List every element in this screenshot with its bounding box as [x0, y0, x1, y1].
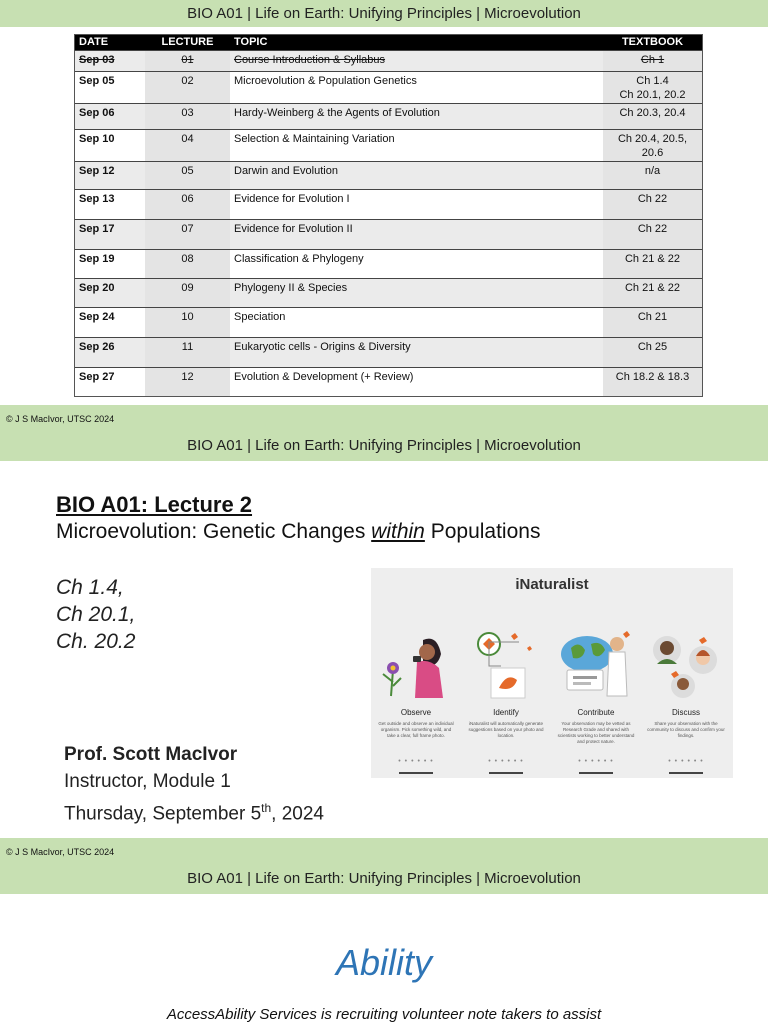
- table-row: [75, 219, 702, 249]
- cell-lecture: 07: [145, 220, 230, 249]
- carousel-dots: • • • • • •: [398, 758, 434, 765]
- table-row: [75, 249, 702, 278]
- instructor-role: Instructor, Module 1: [64, 771, 231, 792]
- cell-lecture: 02: [145, 72, 230, 103]
- cell-topic: Evidence for Evolution I: [234, 193, 350, 205]
- carousel-dots: • • • • • •: [578, 758, 614, 765]
- cell-topic: Speciation: [234, 311, 286, 323]
- cell-date: Sep 20: [75, 279, 145, 307]
- cell-topic: Course Introduction & Syllabus: [230, 51, 603, 71]
- cell-lecture: 03: [145, 104, 230, 129]
- cell-textbook: Ch 25: [603, 338, 702, 367]
- chapter-ref: Ch. 20.2: [56, 630, 136, 653]
- cell-date: Sep 12: [75, 162, 145, 189]
- cell-topic: Eukaryotic cells - Origins & Diversity: [230, 338, 603, 367]
- cell-lecture: 11: [145, 338, 230, 367]
- cell-date: Sep 05: [79, 75, 115, 87]
- subtitle-emphasis: within: [371, 520, 425, 543]
- cell-date: Sep 13: [79, 193, 115, 205]
- ability-text: AccessAbility Services is recruiting volunteer note takers to assist: [166, 1006, 602, 1023]
- cell-textbook: Ch 21 & 22: [603, 250, 702, 278]
- inaturalist-logo: iNaturalist: [515, 576, 589, 593]
- identify-illustration-icon: [461, 630, 551, 700]
- cell-lecture: 09: [145, 279, 230, 307]
- date-part: , 2024: [271, 803, 324, 825]
- cell-topic: Hardy-Weinberg & the Agents of Evolution: [230, 104, 603, 129]
- cell-topic: Evidence for Evolution II: [230, 220, 603, 249]
- cell-date: Sep 27: [79, 371, 115, 383]
- table-row: [75, 50, 702, 71]
- table-header: [75, 35, 702, 50]
- inaturalist-graphic: [371, 568, 733, 778]
- observe-illustration-icon: [371, 630, 461, 700]
- chapter-ref: Ch 20.1,: [56, 603, 136, 626]
- cell-date: Sep 19: [79, 253, 115, 265]
- step-underline: [579, 772, 613, 774]
- header-topic: TOPIC: [234, 36, 268, 48]
- cell-textbook: Ch 22: [603, 220, 702, 249]
- carousel-dots: • • • • • •: [668, 758, 704, 765]
- chapter-list: [56, 574, 135, 655]
- inat-step-contribute: [551, 568, 641, 778]
- table-row: [75, 337, 702, 367]
- slide-footer-band-1: [0, 405, 768, 461]
- cell-date: Sep 10: [79, 133, 115, 145]
- cell-lecture: 05: [145, 162, 230, 189]
- cell-date: Sep 24: [79, 311, 115, 323]
- slide-header-band-1: [0, 0, 768, 27]
- step-description: iNaturalist will automatically generate suggestions based on your photo and location.: [468, 721, 544, 738]
- slide-header-title: BIO A01 | Life on Earth: Unifying Principles | Microevolution: [187, 870, 581, 887]
- cell-textbook: Ch 20.3, 20.4: [603, 104, 702, 129]
- cell-textbook: n/a: [603, 162, 702, 189]
- table-row: [75, 71, 702, 103]
- chapter-ref: Ch 1.4,: [56, 576, 124, 599]
- discuss-illustration-icon: [641, 630, 731, 700]
- lecture-subtitle: [56, 520, 540, 544]
- cell-lecture: 01: [145, 51, 230, 71]
- step-label: Identify: [493, 708, 519, 717]
- step-description: Share your observation with the community to discuss and confirm your findings.: [647, 721, 725, 738]
- slide-header-title: BIO A01 | Life on Earth: Unifying Principles | Microevolution: [187, 437, 581, 454]
- step-label: Observe: [400, 708, 432, 717]
- cell-date: Sep 26: [75, 338, 145, 367]
- instructor-block: [64, 741, 324, 827]
- cell-date: Sep 06: [75, 104, 145, 129]
- lecture-title: BIO A01: Lecture 2: [56, 492, 253, 517]
- cell-lecture: 04: [145, 130, 230, 161]
- cell-topic: Darwin and Evolution: [230, 162, 603, 189]
- cell-lecture: 12: [145, 368, 230, 396]
- date-part: Thursday, September 5: [64, 803, 262, 825]
- carousel-dots: • • • • • •: [488, 758, 524, 765]
- table-row: [75, 103, 702, 129]
- table-row: [75, 189, 702, 219]
- cell-topic: Selection & Maintaining Variation: [234, 133, 395, 145]
- step-description: Your observation may be vetted as Research Grade and shared with scientists working to better understand and protect nature.: [557, 721, 635, 744]
- cell-date: Sep 03: [75, 51, 145, 71]
- cell-lecture: 06: [145, 190, 230, 219]
- contribute-illustration-icon: [551, 630, 641, 700]
- header-lecture: LECTURE: [161, 36, 214, 48]
- header-textbook: TEXTBOOK: [621, 36, 684, 48]
- cell-lecture: 10: [145, 308, 230, 337]
- inat-step-identify: [461, 568, 551, 778]
- cell-textbook: Ch 20.4, 20.5, 20.6: [603, 130, 702, 161]
- header-date: DATE: [79, 36, 109, 48]
- subtitle-part: Populations: [424, 520, 541, 543]
- cell-textbook: Ch 1.4 Ch 20.1, 20.2: [603, 72, 702, 103]
- step-underline: [489, 772, 523, 774]
- cell-topic: Evolution & Development (+ Review): [234, 371, 414, 383]
- instructor-name: Prof. Scott MacIvor: [64, 744, 238, 765]
- table-row: [75, 161, 702, 189]
- copyright-text: © J S MacIvor, UTSC 2024: [6, 847, 115, 857]
- step-underline: [399, 772, 433, 774]
- table-row: [75, 129, 702, 161]
- schedule-table: [74, 34, 703, 397]
- table-row: [75, 367, 702, 396]
- lecture-date: [64, 795, 324, 827]
- step-underline: [669, 772, 703, 774]
- cell-textbook: Ch 22: [603, 190, 702, 219]
- step-description: Get outside and observe an individual organism. Pick something wild, and take a clear, full frame photo.: [378, 721, 454, 738]
- inat-step-observe: [371, 568, 461, 778]
- ability-title: Ability: [335, 942, 433, 983]
- cell-topic: Phylogeny II & Species: [230, 279, 603, 307]
- table-row: [75, 278, 702, 307]
- table-row: [75, 307, 702, 337]
- cell-lecture: 08: [145, 250, 230, 278]
- cell-textbook: Ch 1: [603, 51, 702, 71]
- copyright-text: © J S MacIvor, UTSC 2024: [6, 414, 115, 424]
- step-label: Discuss: [671, 708, 700, 717]
- cell-topic: Classification & Phylogeny: [234, 253, 364, 265]
- cell-textbook: Ch 21 & 22: [603, 279, 702, 307]
- subtitle-part: Microevolution: Genetic Changes: [56, 520, 372, 543]
- date-ordinal: th: [261, 801, 272, 815]
- step-label: Contribute: [577, 708, 615, 717]
- inat-step-discuss: [641, 568, 731, 778]
- cell-date: Sep 17: [75, 220, 145, 249]
- slide-header-title: BIO A01 | Life on Earth: Unifying Principles | Microevolution: [187, 5, 581, 22]
- cell-topic: Microevolution & Population Genetics: [234, 75, 417, 87]
- slide-footer-band-2: [0, 838, 768, 894]
- cell-textbook: Ch 21: [603, 308, 702, 337]
- cell-textbook: Ch 18.2 & 18.3: [603, 368, 702, 396]
